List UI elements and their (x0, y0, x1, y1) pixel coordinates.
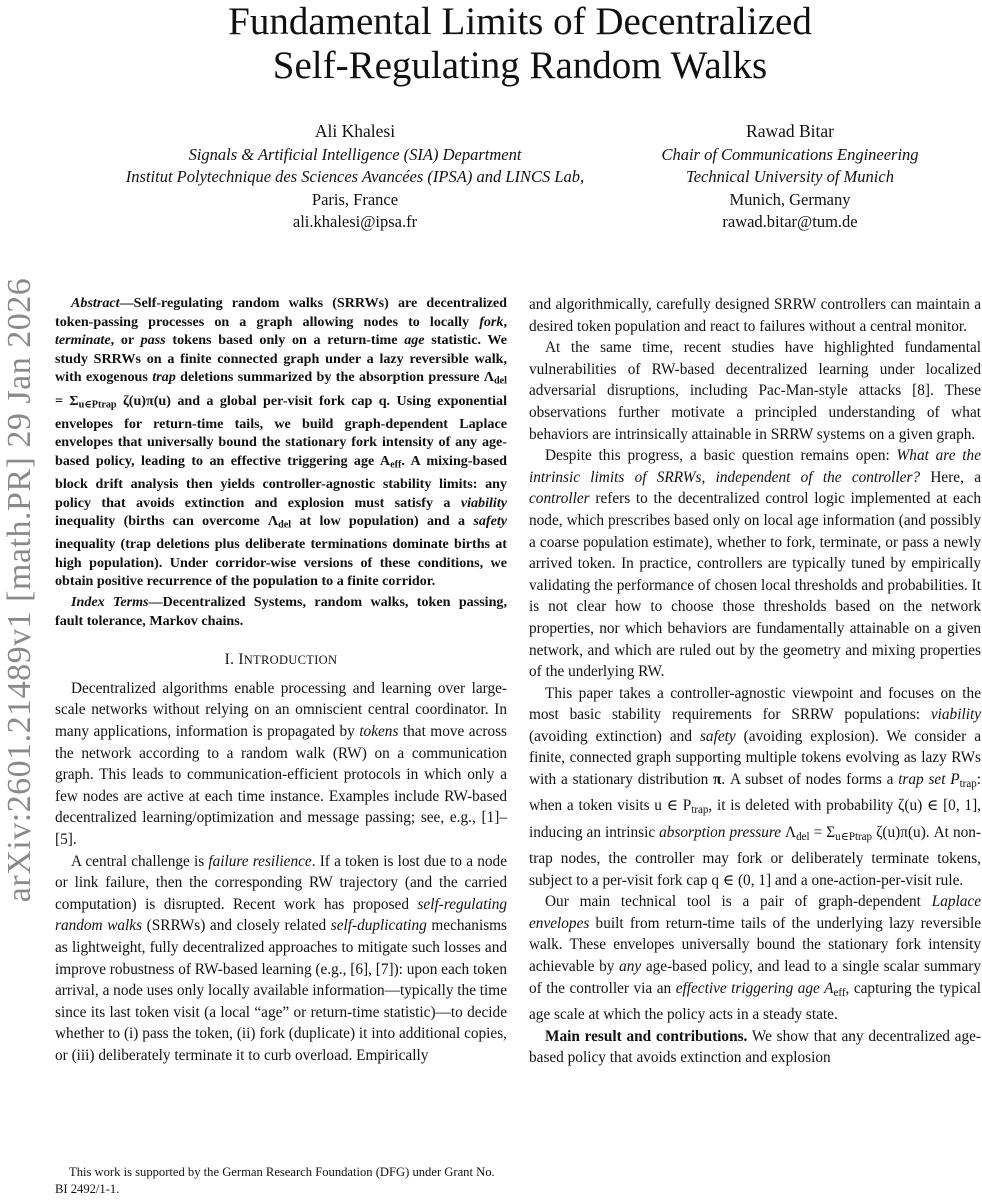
title-line-2: Self-Regulating Random Walks (272, 44, 768, 87)
left-column (55, 294, 507, 1067)
author-location: Paris, France (311, 189, 399, 209)
author-affiliation: Institut Polytechnique des Sciences Avancées (IPSA) and LINCS Lab, (125, 167, 585, 186)
footnote: This work is supported by the German Research Foundation (DFG) under Grant No. BI 2492/1-1. (55, 1165, 495, 1196)
paragraph: Decentralized algorithms enable processing and learning over large-scale networks without relying on an omniscient central coordinator. In many applications, information is propagated by tokens that move across the network according to a random walk (RW) on a communication graph. This leads to communication-efficient protocols in which only a few nodes are active at each time instance. Examples include RW-based decentralized learning/optimization and message passing; see, e.g., [1]–[5]. (55, 679, 508, 848)
index-terms: Index Terms—Decentralized Systems, random walks, token passing, fault tolerance, Markov chains. (55, 594, 508, 629)
abstract: Abstract—Self-regulating random walks (SRRWs) are decentralized token-passing processes on a graph allowing nodes to locally fork, terminate, or pass tokens based only on a return-time age statistic. We study SRRWs on a finite connected graph under a lazy reversible walk, with exogenous trap deletions summarized by the absorption pressure $\Lambda_{del} = \Sigma_{u\in Ptrap}$ ζ(u)π(u) and a global per-visit fork cap q. Using exponential envelopes for return-time tails, we build graph-dependent Laplace envelopes that universally bound the stationary fork intensity of any age-based policy, leading to an effective triggering age $A_{eff}$. A mixing-based block drift analysis then yields controller-agnostic stability limits: any policy that avoids extinction and explosion must satisfy a viability inequality (births can overcome $\Lambda_{del}$ at low population) and a safety inequality (trap deletions plus deliberate terminations dominate births at high population). Under corridor-wise versions of these conditions, we obtain positive recurrence of the population to a finite corridor. (55, 295, 508, 590)
arxiv-stamp (0, 0, 42, 1200)
paragraph: Our main technical tool is a pair of graph-dependent Laplace envelopes built from return-time tails of the underlying lazy reversible walk. These envelopes universally bound the stationary fork intensity achievable by any age-based policy, and lead to a single scalar summary of the controller via an effective triggering age $A_{eff}$, capturing the typical age scale at which the policy acts in a steady state. (529, 893, 981, 1023)
paragraph: This paper takes a controller-agnostic viewpoint and focuses on the most basic stability requirements for SRRW populations: viability (avoiding extinction) and safety (avoiding explosion). We consider a finite, connected graph supporting multiple tokens evolving as lazy RWs with a stationary distribution π. A subset of nodes forms a trap set $P_{trap}$: when a token visits u ∈ $P_{trap}$, it is deleted with probability ζ(u) ∈ [0, 1], inducing an intrinsic absorption pressure $\Lambda_{del} = \Sigma_{u\in Ptrap}$ ζ(u)π(u). At non-trap nodes, the controller may fork or deliberately terminate tokens, subject to a per-visit fork cap q ∈ (0, 1] and a one-action-per-visit rule. (529, 684, 981, 889)
section-heading-introduction: I. INTRODUCTION (224, 651, 338, 669)
author-name: Rawad Bitar (746, 121, 834, 141)
paragraph: At the same time, recent studies have highlighted fundamental vulnerabilities of RW-based decentralized learning under localized adversarial disruptions, including Pac-Man-style attacks [8]. These observations further motivate a principled understanding of what behaviors are intrinsically attainable in SRRW systems on a given graph. (529, 339, 981, 443)
author-email[interactable]: rawad.bitar@tum.de (722, 212, 858, 231)
paragraph: A central challenge is failure resilience. If a token is lost due to a node or link failure, then the corresponding RW trajectory (and the carried computation) is disrupted. Recent work has proposed self-regulating random walks (SRRWs) and closely related self-duplicating mechanisms as lightweight, fully decentralized approaches to mitigate such losses and improve robustness of RW-based learning (e.g., [6], [7]): upon each token arrival, a node uses only locally available information—typically the time since its last token visit (a local “age” or return-time statistic)—to decide whether to (i) pass the token, (ii) fork (duplicate) it into additional copies, or (iii) deliberately terminate it to curb overload. Empirically (55, 852, 508, 1064)
author-affiliation: Chair of Communications Engineering (661, 144, 919, 164)
paragraph: and algorithmically, carefully designed SRRW controllers can maintain a desired token population and react to failures without a central monitor. (529, 296, 981, 335)
paragraph: Main result and contributions. We show that any decentralized age-based policy that avoids extinction and explosion (529, 1027, 981, 1067)
author-affiliation: Technical University of Munich (686, 167, 894, 186)
paper-title (60, 0, 980, 88)
author-email[interactable]: ali.khalesi@ipsa.fr (292, 212, 418, 231)
arxiv-stamp-text: arXiv:2601.21489v1 [math.PR] 29 Jan 2026 (1, 277, 38, 903)
title-line-1: Fundamental Limits of Decentralized (228, 0, 812, 43)
author-location: Munich, Germany (729, 189, 851, 209)
author-block-2 (600, 120, 980, 234)
right-column (529, 294, 981, 1069)
author-affiliation: Signals & Artificial Intelligence (SIA) Department (188, 144, 522, 164)
author-name: Ali Khalesi (314, 121, 396, 141)
paragraph: Despite this progress, a basic question remains open: What are the intrinsic limits of SRRWs, independent of the controller? Here, a controller refers to the decentralized control logic implemented at each node, which prescribes based only on local age information (and possibly a coarse population estimate), whether to fork, terminate, or pass a newly arrived token. In practice, controllers are typically tuned by empirically validating the performance of chosen local thresholds and probabilities. It is not clear how to choose those thresholds based on the network properties, nor which behaviors are fundamentally attainable on a given network, and which are ruled out by the geometry and mixing properties of the underlying RW. (529, 447, 981, 681)
author-block-1 (62, 120, 648, 234)
